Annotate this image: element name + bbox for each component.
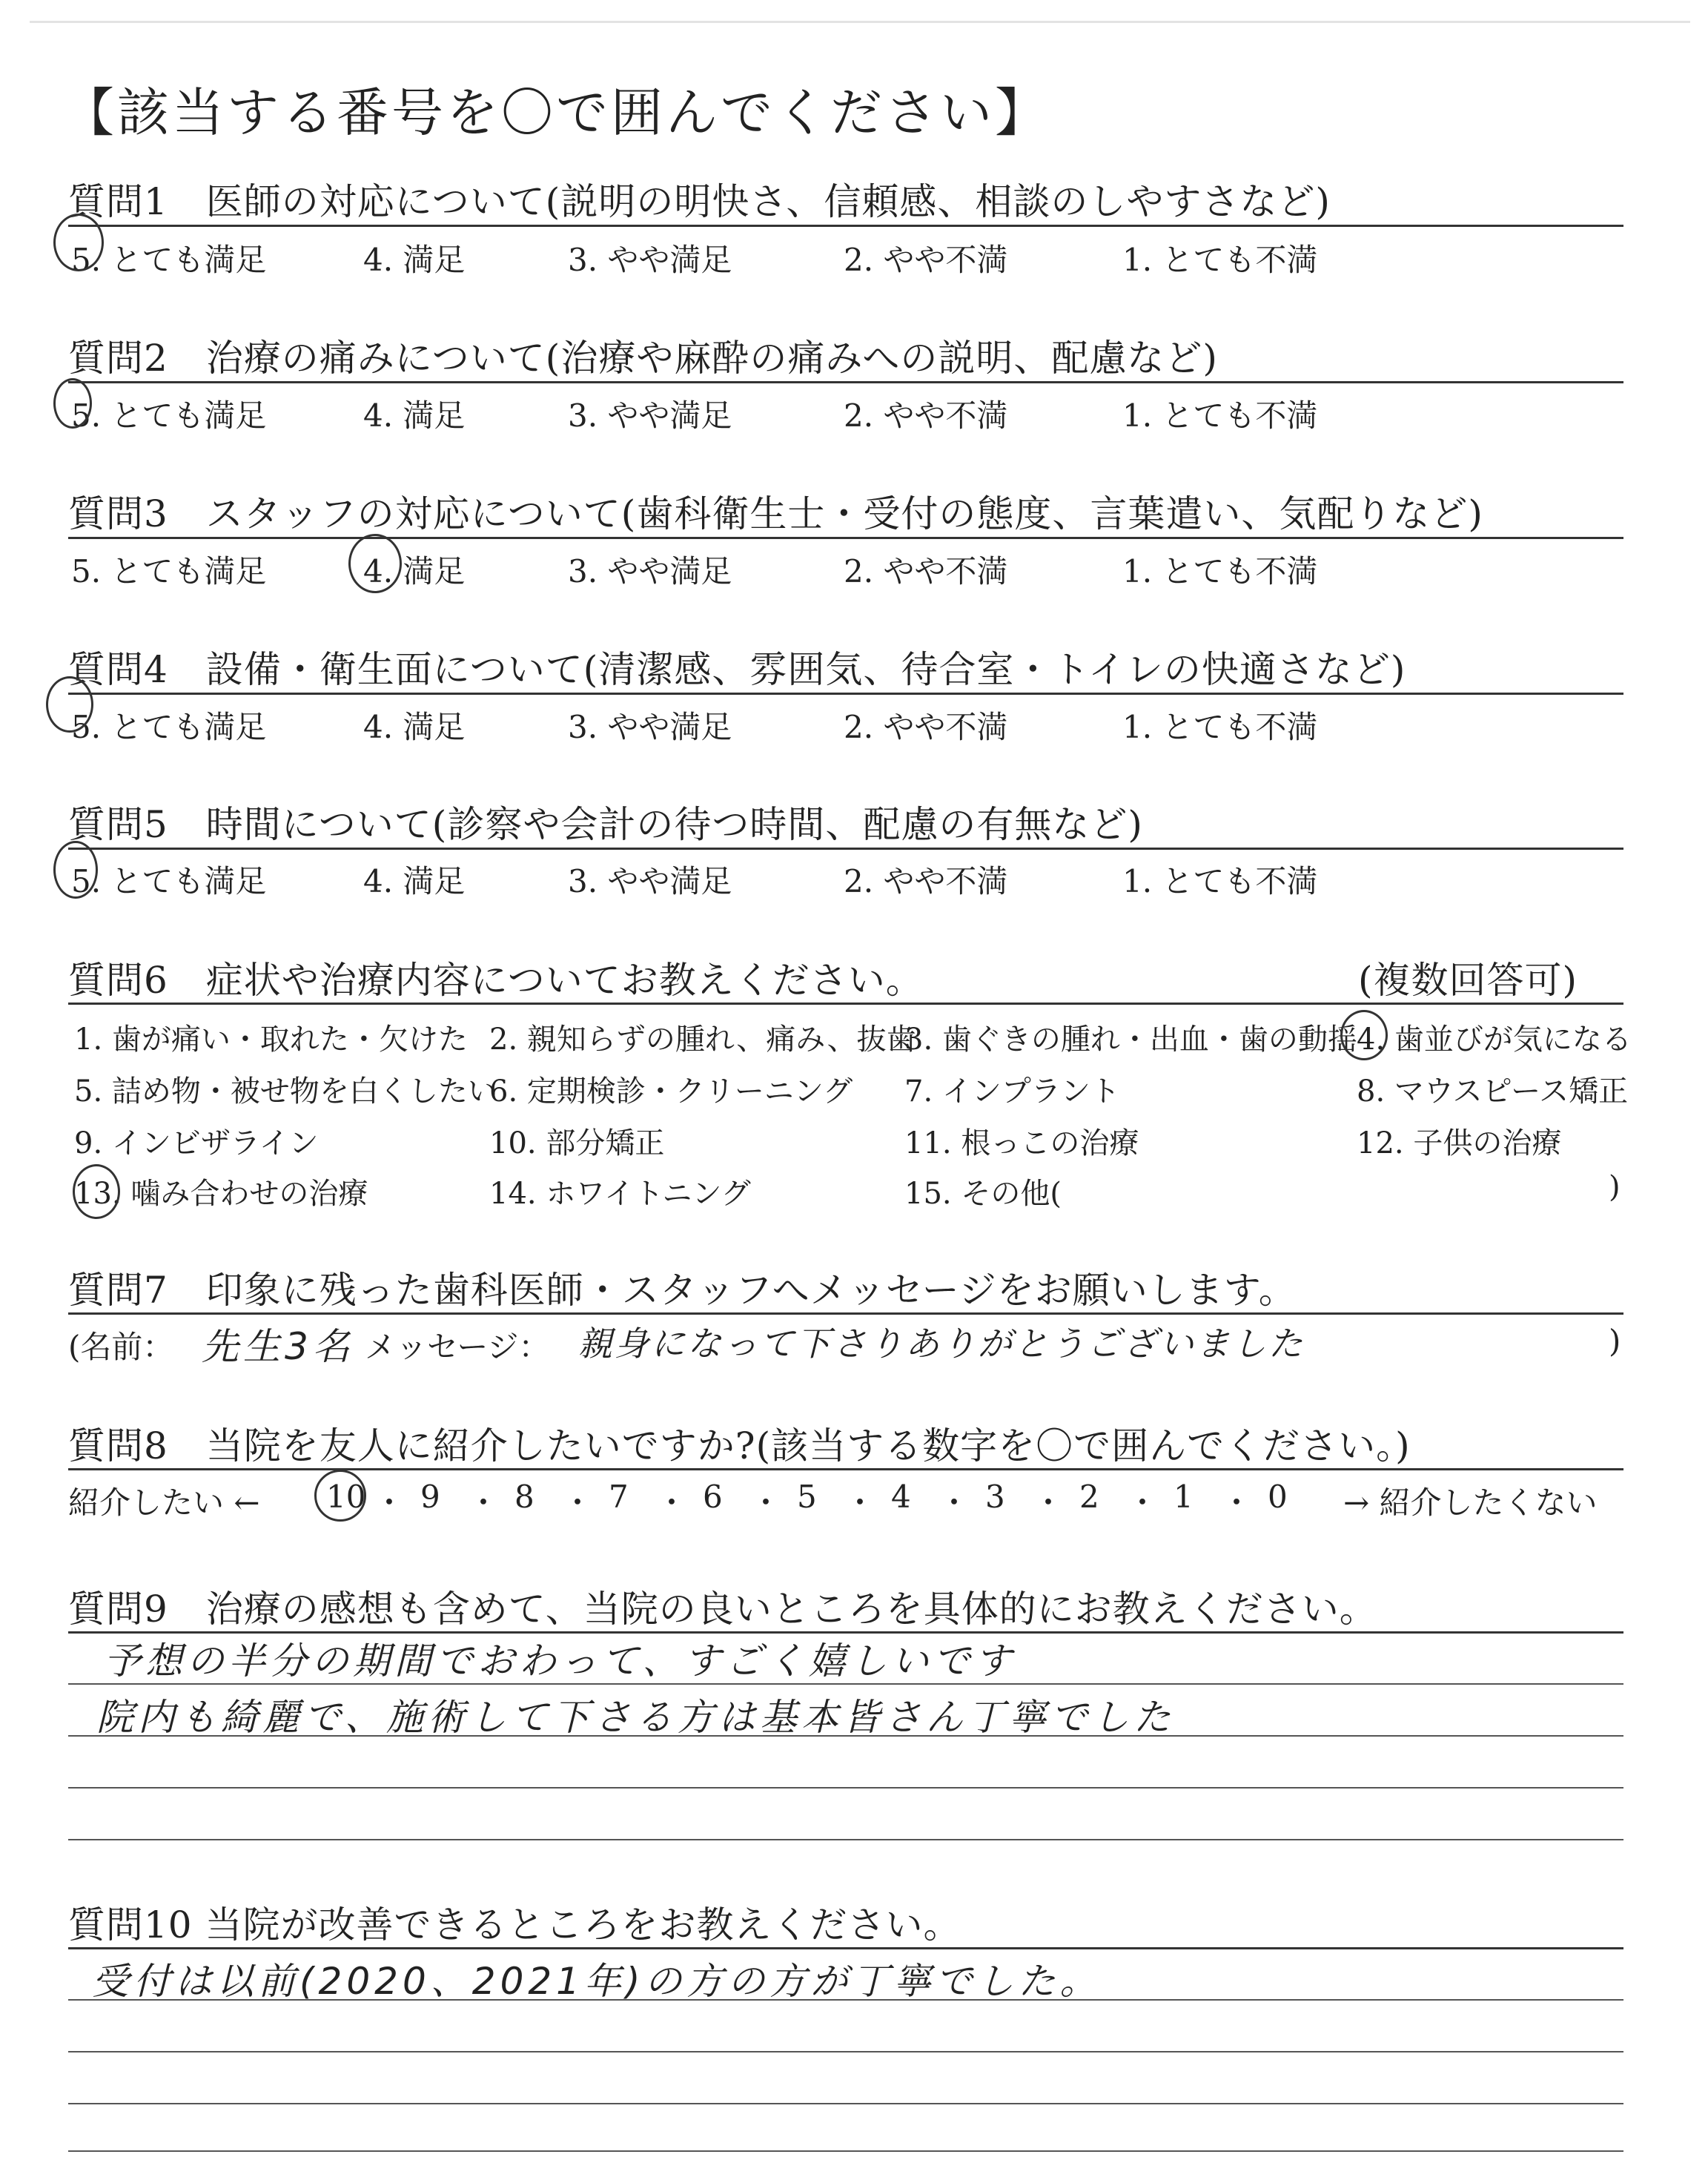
q3-rule	[68, 537, 1623, 539]
q6-item-15[interactable]: 15. その他(	[904, 1177, 1062, 1211]
q9-answer-line-1[interactable]: 予想の半分の期間でおわって、すごく嬉しいです	[104, 1639, 1016, 1682]
q8-scale-3[interactable]: 3	[985, 1479, 1005, 1515]
q6-item-5[interactable]: 5. 詰め物・被せ物を白くしたい	[74, 1074, 497, 1109]
q2-rule	[68, 381, 1623, 383]
q6-rule	[68, 1003, 1623, 1005]
q5-option-4[interactable]: 4. 満足	[363, 863, 466, 899]
q6-answer-circle-13	[73, 1164, 120, 1219]
q10-title: 質問10 当院が改善できるところをお教えください。	[68, 1903, 961, 1946]
q5-rule	[68, 848, 1623, 850]
q2-answer-circle	[53, 378, 92, 429]
q6-item-12[interactable]: 12. 子供の治療	[1357, 1126, 1562, 1160]
q5-option-1[interactable]: 1. とても不満	[1122, 863, 1318, 899]
q1-option-2[interactable]: 2. やや不満	[844, 242, 1008, 278]
q8-scale-separator: ・	[374, 1484, 406, 1521]
q7-title: 質問7 印象に残った歯科医師・スタッフへメッセージをお願いします。	[68, 1269, 1297, 1312]
q8-scale-5[interactable]: 5	[797, 1479, 817, 1515]
q8-scale-4[interactable]: 4	[891, 1479, 911, 1515]
q8-scale-separator: ・	[750, 1484, 782, 1521]
q1-rule	[68, 225, 1623, 227]
q8-title: 質問8 当院を友人に紹介したいですか?(該当する数字を〇で囲んでください。)	[68, 1424, 1411, 1467]
q4-option-5[interactable]: 5. とても満足	[71, 709, 267, 745]
q8-answer-circle	[314, 1470, 366, 1522]
q6-item-7[interactable]: 7. インプラント	[904, 1074, 1120, 1109]
q10-answer-line-1[interactable]: 受付は以前(2020、2021年)の方の方が丁寧でした。	[92, 1960, 1102, 2003]
scan-edge	[30, 21, 1690, 23]
q6-item-2[interactable]: 2. 親知らずの腫れ、痛み、抜歯	[489, 1023, 916, 1057]
q3-option-5[interactable]: 5. とても満足	[71, 553, 267, 589]
q1-title: 質問1 医師の対応について(説明の明快さ、信頼感、相談のしやすさなど)	[68, 180, 1331, 223]
q6-answer-circle-4	[1340, 1010, 1388, 1060]
q8-left-label: 紹介したい ←	[68, 1484, 260, 1521]
q3-title: 質問3 スタッフの対応について(歯科衛生士・受付の態度、言葉遣い、気配りなど)	[68, 492, 1483, 535]
q1-option-1[interactable]: 1. とても不満	[1122, 242, 1318, 278]
q2-option-2[interactable]: 2. やや不満	[844, 397, 1008, 434]
q10-rule	[68, 1947, 1623, 1949]
q8-scale-0[interactable]: 0	[1268, 1479, 1288, 1515]
q3-option-2[interactable]: 2. やや不満	[844, 553, 1008, 589]
q6-item-3[interactable]: 3. 歯ぐきの腫れ・出血・歯の動揺	[904, 1023, 1357, 1057]
q8-scale-7[interactable]: 7	[609, 1479, 629, 1515]
q1-option-4[interactable]: 4. 満足	[363, 242, 466, 278]
q5-option-5[interactable]: 5. とても満足	[71, 863, 267, 899]
q1-answer-circle	[53, 214, 104, 271]
q3-option-1[interactable]: 1. とても不満	[1122, 553, 1318, 589]
q8-scale-separator: ・	[468, 1484, 500, 1521]
q8-scale-separator: ・	[1127, 1484, 1159, 1521]
q2-option-5[interactable]: 5. とても満足	[71, 397, 267, 434]
q6-item-4[interactable]: 4. 歯並びが気になる	[1357, 1023, 1632, 1057]
q2-title: 質問2 治療の痛みについて(治療や麻酔の痛みへの説明、配慮など)	[68, 337, 1218, 380]
q8-scale-separator: ・	[939, 1484, 970, 1521]
q7-message-value[interactable]: 親身になって下さりありがとうございました	[578, 1324, 1305, 1364]
q8-rule	[68, 1468, 1623, 1470]
q8-scale-1[interactable]: 1	[1174, 1479, 1194, 1515]
q6-item-14[interactable]: 14. ホワイトニング	[489, 1177, 751, 1211]
q8-right-label: → 紹介したくない	[1343, 1484, 1598, 1521]
q7-name-label: (名前：	[68, 1329, 174, 1365]
q5-option-3[interactable]: 3. やや満足	[568, 863, 732, 899]
q8-scale-2[interactable]: 2	[1079, 1479, 1099, 1515]
q7-close-paren: )	[1609, 1323, 1621, 1359]
q8-scale-separator: ・	[1033, 1484, 1065, 1521]
q6-item-10[interactable]: 10. 部分矯正	[489, 1126, 665, 1160]
q6-item-11[interactable]: 11. 根っこの治療	[904, 1126, 1139, 1160]
q5-answer-circle	[53, 841, 98, 899]
q8-scale-8[interactable]: 8	[514, 1479, 534, 1515]
q3-option-3[interactable]: 3. やや満足	[568, 553, 732, 589]
q8-scale-separator: ・	[1221, 1484, 1253, 1521]
q10-write-line-4	[68, 2150, 1623, 2152]
q10-write-line-2	[68, 2051, 1623, 2052]
q2-option-1[interactable]: 1. とても不満	[1122, 397, 1318, 434]
q10-write-line-3	[68, 2103, 1623, 2104]
q2-option-3[interactable]: 3. やや満足	[568, 397, 732, 434]
q8-scale-separator: ・	[656, 1484, 688, 1521]
q6-multiple-note: (複数回答可)	[1358, 959, 1578, 1002]
q8-scale-separator: ・	[844, 1484, 876, 1521]
q8-scale-6[interactable]: 6	[703, 1479, 723, 1515]
q3-option-4[interactable]: 4. 満足	[363, 553, 466, 589]
q6-item-1[interactable]: 1. 歯が痛い・取れた・欠けた	[74, 1023, 468, 1057]
q5-title: 質問5 時間について(診察や会計の待つ時間、配慮の有無など)	[68, 803, 1143, 846]
q9-write-line-3	[68, 1787, 1623, 1789]
q3-answer-circle	[348, 534, 402, 593]
q9-write-line-4	[68, 1839, 1623, 1840]
q4-option-3[interactable]: 3. やや満足	[568, 709, 732, 745]
q2-option-4[interactable]: 4. 満足	[363, 397, 466, 434]
q7-name-value[interactable]: 先生3名	[202, 1325, 354, 1368]
q9-title: 質問9 治療の感想も含めて、当院の良いところを具体的にお教えください。	[68, 1588, 1377, 1631]
q4-option-4[interactable]: 4. 満足	[363, 709, 466, 745]
form-title: 【該当する番号を〇で囲んでください】	[62, 82, 1050, 143]
q7-rule	[68, 1312, 1623, 1315]
q4-rule	[68, 693, 1623, 695]
q8-scale-10[interactable]: 10	[326, 1479, 366, 1515]
q6-item-8[interactable]: 8. マウスピース矯正	[1357, 1074, 1629, 1109]
q6-item-6[interactable]: 6. 定期検診・クリーニング	[489, 1074, 853, 1109]
q8-scale-9[interactable]: 9	[420, 1479, 440, 1515]
q8-scale-separator: ・	[562, 1484, 594, 1521]
q6-item-13[interactable]: 13. 噛み合わせの治療	[74, 1177, 368, 1211]
q1-option-5[interactable]: 5. とても満足	[71, 242, 267, 278]
q6-title: 質問6 症状や治療内容についてお教えください。	[68, 959, 924, 1002]
q4-title: 質問4 設備・衛生面について(清潔感、雰囲気、待合室・トイレの快適さなど)	[68, 648, 1406, 691]
q9-answer-line-2[interactable]: 院内も綺麗で、施術して下さる方は基本皆さん丁寧でした	[96, 1696, 1175, 1739]
q1-option-3[interactable]: 3. やや満足	[568, 242, 732, 278]
q6-item-15-close: )	[1609, 1170, 1621, 1204]
q6-item-9[interactable]: 9. インビザライン	[74, 1126, 319, 1160]
q4-option-1[interactable]: 1. とても不満	[1122, 709, 1318, 745]
q5-option-2[interactable]: 2. やや不満	[844, 863, 1008, 899]
q7-message-label: メッセージ：	[365, 1329, 550, 1365]
q4-answer-circle	[46, 676, 93, 733]
q4-option-2[interactable]: 2. やや不満	[844, 709, 1008, 745]
